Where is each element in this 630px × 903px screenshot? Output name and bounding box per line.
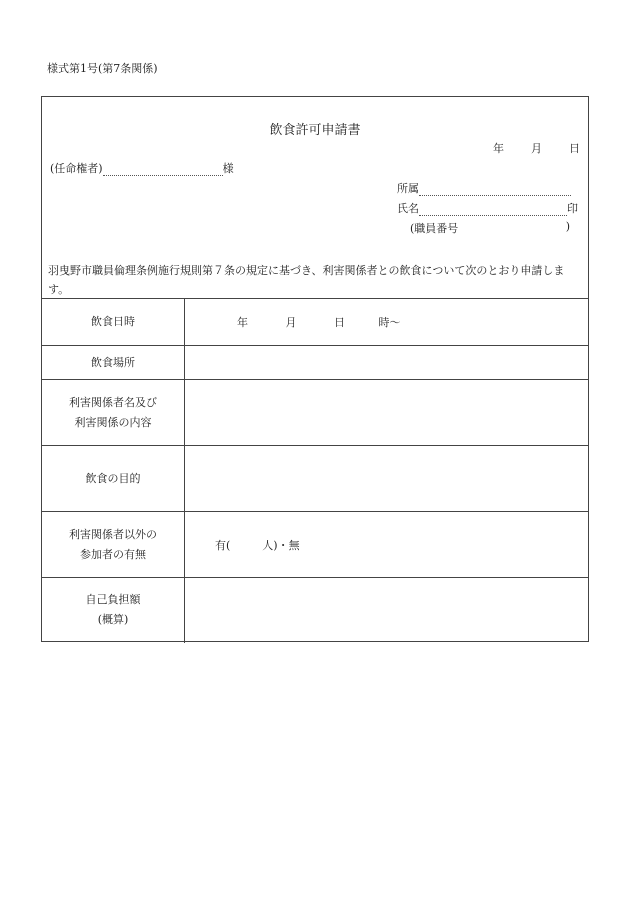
date-day: 日 xyxy=(569,142,580,155)
employee-number-line[interactable] xyxy=(410,220,570,236)
addressee-line[interactable] xyxy=(50,160,234,176)
table-row xyxy=(42,512,588,578)
interested-party-label: 利害関係者名及び 利害関係の内容 xyxy=(42,380,185,446)
dining-place-label: 飲食場所 xyxy=(42,346,185,380)
dining-purpose-label: 飲食の目的 xyxy=(42,446,185,512)
name-dotted-field[interactable] xyxy=(419,204,567,216)
application-form xyxy=(41,96,589,642)
employee-number-close: ) xyxy=(565,220,570,233)
form-number-label: 様式第1号(第7条関係) xyxy=(47,62,158,75)
application-details-table xyxy=(42,298,588,643)
other-participants-label: 利害関係者以外の 参加者の有無 xyxy=(42,512,185,578)
addressee-suffix: 様 xyxy=(222,162,234,175)
affiliation-dotted-field[interactable] xyxy=(419,184,571,196)
dining-purpose-value[interactable] xyxy=(185,446,589,512)
seal-label: 印 xyxy=(567,202,578,215)
form-header xyxy=(42,97,588,298)
dining-datetime-value[interactable]: 年 月 日 時～ xyxy=(185,299,589,346)
table-row xyxy=(42,299,588,346)
table-row xyxy=(42,380,588,446)
interested-party-value[interactable] xyxy=(185,380,589,446)
affiliation-label: 所属 xyxy=(397,182,419,195)
addressee-prefix: (任命権者) xyxy=(50,162,103,175)
name-line[interactable] xyxy=(397,200,582,216)
name-label: 氏名 xyxy=(397,202,419,215)
employee-number-label: (職員番号 xyxy=(410,222,459,235)
table-row xyxy=(42,446,588,512)
form-title: 飲食許可申請書 xyxy=(269,123,361,138)
addressee-dotted-field[interactable] xyxy=(103,164,223,176)
dining-datetime-label: 飲食日時 xyxy=(42,299,185,346)
affiliation-line[interactable] xyxy=(397,180,571,196)
self-payment-value[interactable] xyxy=(185,578,589,643)
self-payment-label: 自己負担額 (概算) xyxy=(42,578,185,643)
date-year: 年 xyxy=(493,142,504,155)
application-statement: 羽曳野市職員倫理条例施行規則第７条の規定に基づき、利害関係者との飲食について次のとおり申請します。 xyxy=(48,264,565,296)
other-participants-value[interactable]: 有( 人)・無 xyxy=(185,512,589,578)
dining-place-value[interactable] xyxy=(185,346,589,380)
application-date[interactable] xyxy=(493,140,580,156)
table-row xyxy=(42,578,588,643)
table-row xyxy=(42,346,588,380)
date-month: 月 xyxy=(531,142,542,155)
